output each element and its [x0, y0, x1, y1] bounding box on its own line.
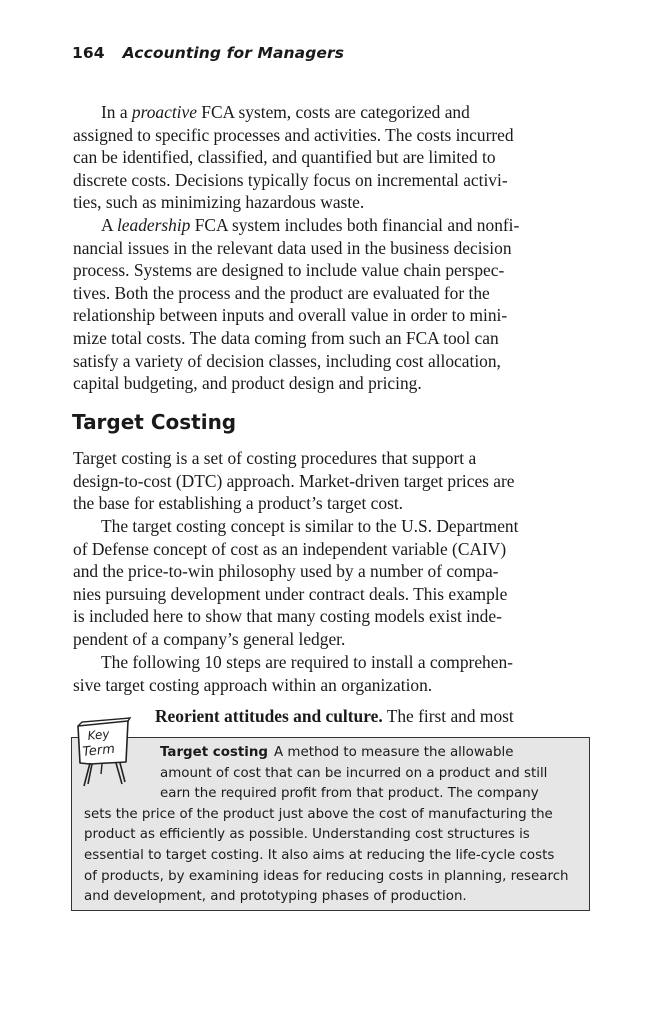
- page-number: 164: [72, 44, 105, 62]
- text-line: essential to target costing. It also aims at reducing the life-cycle costs: [84, 847, 555, 863]
- text-line: design-to-cost (DTC) approach. Market-driven target prices are: [73, 470, 515, 491]
- text-line: relationship between inputs and overall value in order to mini-: [73, 305, 508, 326]
- proactive-paragraph: [73, 101, 593, 214]
- text-line: Target costing is a set of costing procedures that support a: [73, 448, 477, 468]
- emphasis-proactive: proactive: [131, 102, 197, 122]
- section-heading: Target Costing: [72, 410, 237, 434]
- text-line: earn the required profit from that product. The company: [160, 786, 539, 802]
- text-line: of Defense concept of cost as an independent variable (CAIV): [73, 538, 507, 559]
- target-costing-paragraph-3: [73, 651, 593, 696]
- text-line: and development, and prototyping phases of production.: [84, 889, 467, 905]
- text-line: satisfy a variety of decision classes, including cost allocation,: [73, 350, 501, 371]
- key-term-title: Target costing: [160, 745, 268, 760]
- running-header: [72, 44, 344, 62]
- text-line: is included here to show that many costing models exist inde-: [73, 606, 502, 627]
- step-1: [155, 706, 514, 727]
- text-line: Target costing A method to measure the allowable: [160, 745, 514, 760]
- text-line: capital budgeting, and product design and pricing.: [73, 373, 422, 394]
- leadership-paragraph: [73, 214, 593, 395]
- text-line: sets the price of the product just above the cost of manufacturing the: [84, 806, 553, 822]
- key-term-icon-label-2: Term: [81, 741, 116, 760]
- text-line: The target costing concept is similar to the U.S. Department: [101, 516, 519, 536]
- text-line: the base for establishing a product’s target cost.: [73, 493, 404, 514]
- text-line: amount of cost that can be incurred on a product and still: [160, 765, 548, 781]
- key-term-definition: [81, 741, 590, 908]
- text-line: product as efficiently as possible. Understanding cost structures is: [84, 827, 530, 843]
- text-line: assigned to specific processes and activities. The costs incurred: [73, 124, 514, 145]
- key-term-icon-label-1: Key: [86, 726, 111, 743]
- book-title: Accounting for Managers: [122, 44, 345, 62]
- emphasis-leadership: leadership: [116, 215, 191, 235]
- text-line: nies pursuing development under contract deals. This example: [73, 583, 508, 604]
- text-line: can be identified, classified, and quantified but are limited to: [73, 147, 496, 168]
- target-costing-paragraph-2: [73, 515, 593, 651]
- text-line: nancial issues in the relevant data used in the business decision: [73, 237, 512, 258]
- text-line: mize total costs. The data coming from such an FCA tool can: [73, 327, 499, 348]
- text-line: sive target costing approach within an organization.: [73, 674, 433, 695]
- text-line: pendent of a company’s general ledger.: [73, 628, 346, 649]
- text-line: of products, by examining ideas for reducing costs in planning, research: [84, 868, 569, 884]
- text-line: tives. Both the process and the product are evaluated for the: [73, 282, 490, 303]
- text-line: process. Systems are designed to include value chain perspec-: [73, 260, 505, 281]
- text-line: A leadership FCA system includes both financial and nonfi-: [101, 215, 520, 235]
- text-line: discrete costs. Decisions typically focus on incremental activi-: [73, 169, 508, 190]
- step-1-text: The first and most: [382, 706, 514, 726]
- text-line: and the price-to-win philosophy used by a number of compa-: [73, 561, 499, 582]
- text-line: The following 10 steps are required to install a comprehen-: [101, 652, 513, 672]
- step-1-title: Reorient attitudes and culture.: [155, 706, 383, 726]
- target-costing-paragraph-1: [73, 447, 593, 515]
- text-line: In a proactive FCA system, costs are categorized and: [101, 102, 470, 122]
- text-line: ties, such as minimizing hazardous waste.: [73, 192, 365, 213]
